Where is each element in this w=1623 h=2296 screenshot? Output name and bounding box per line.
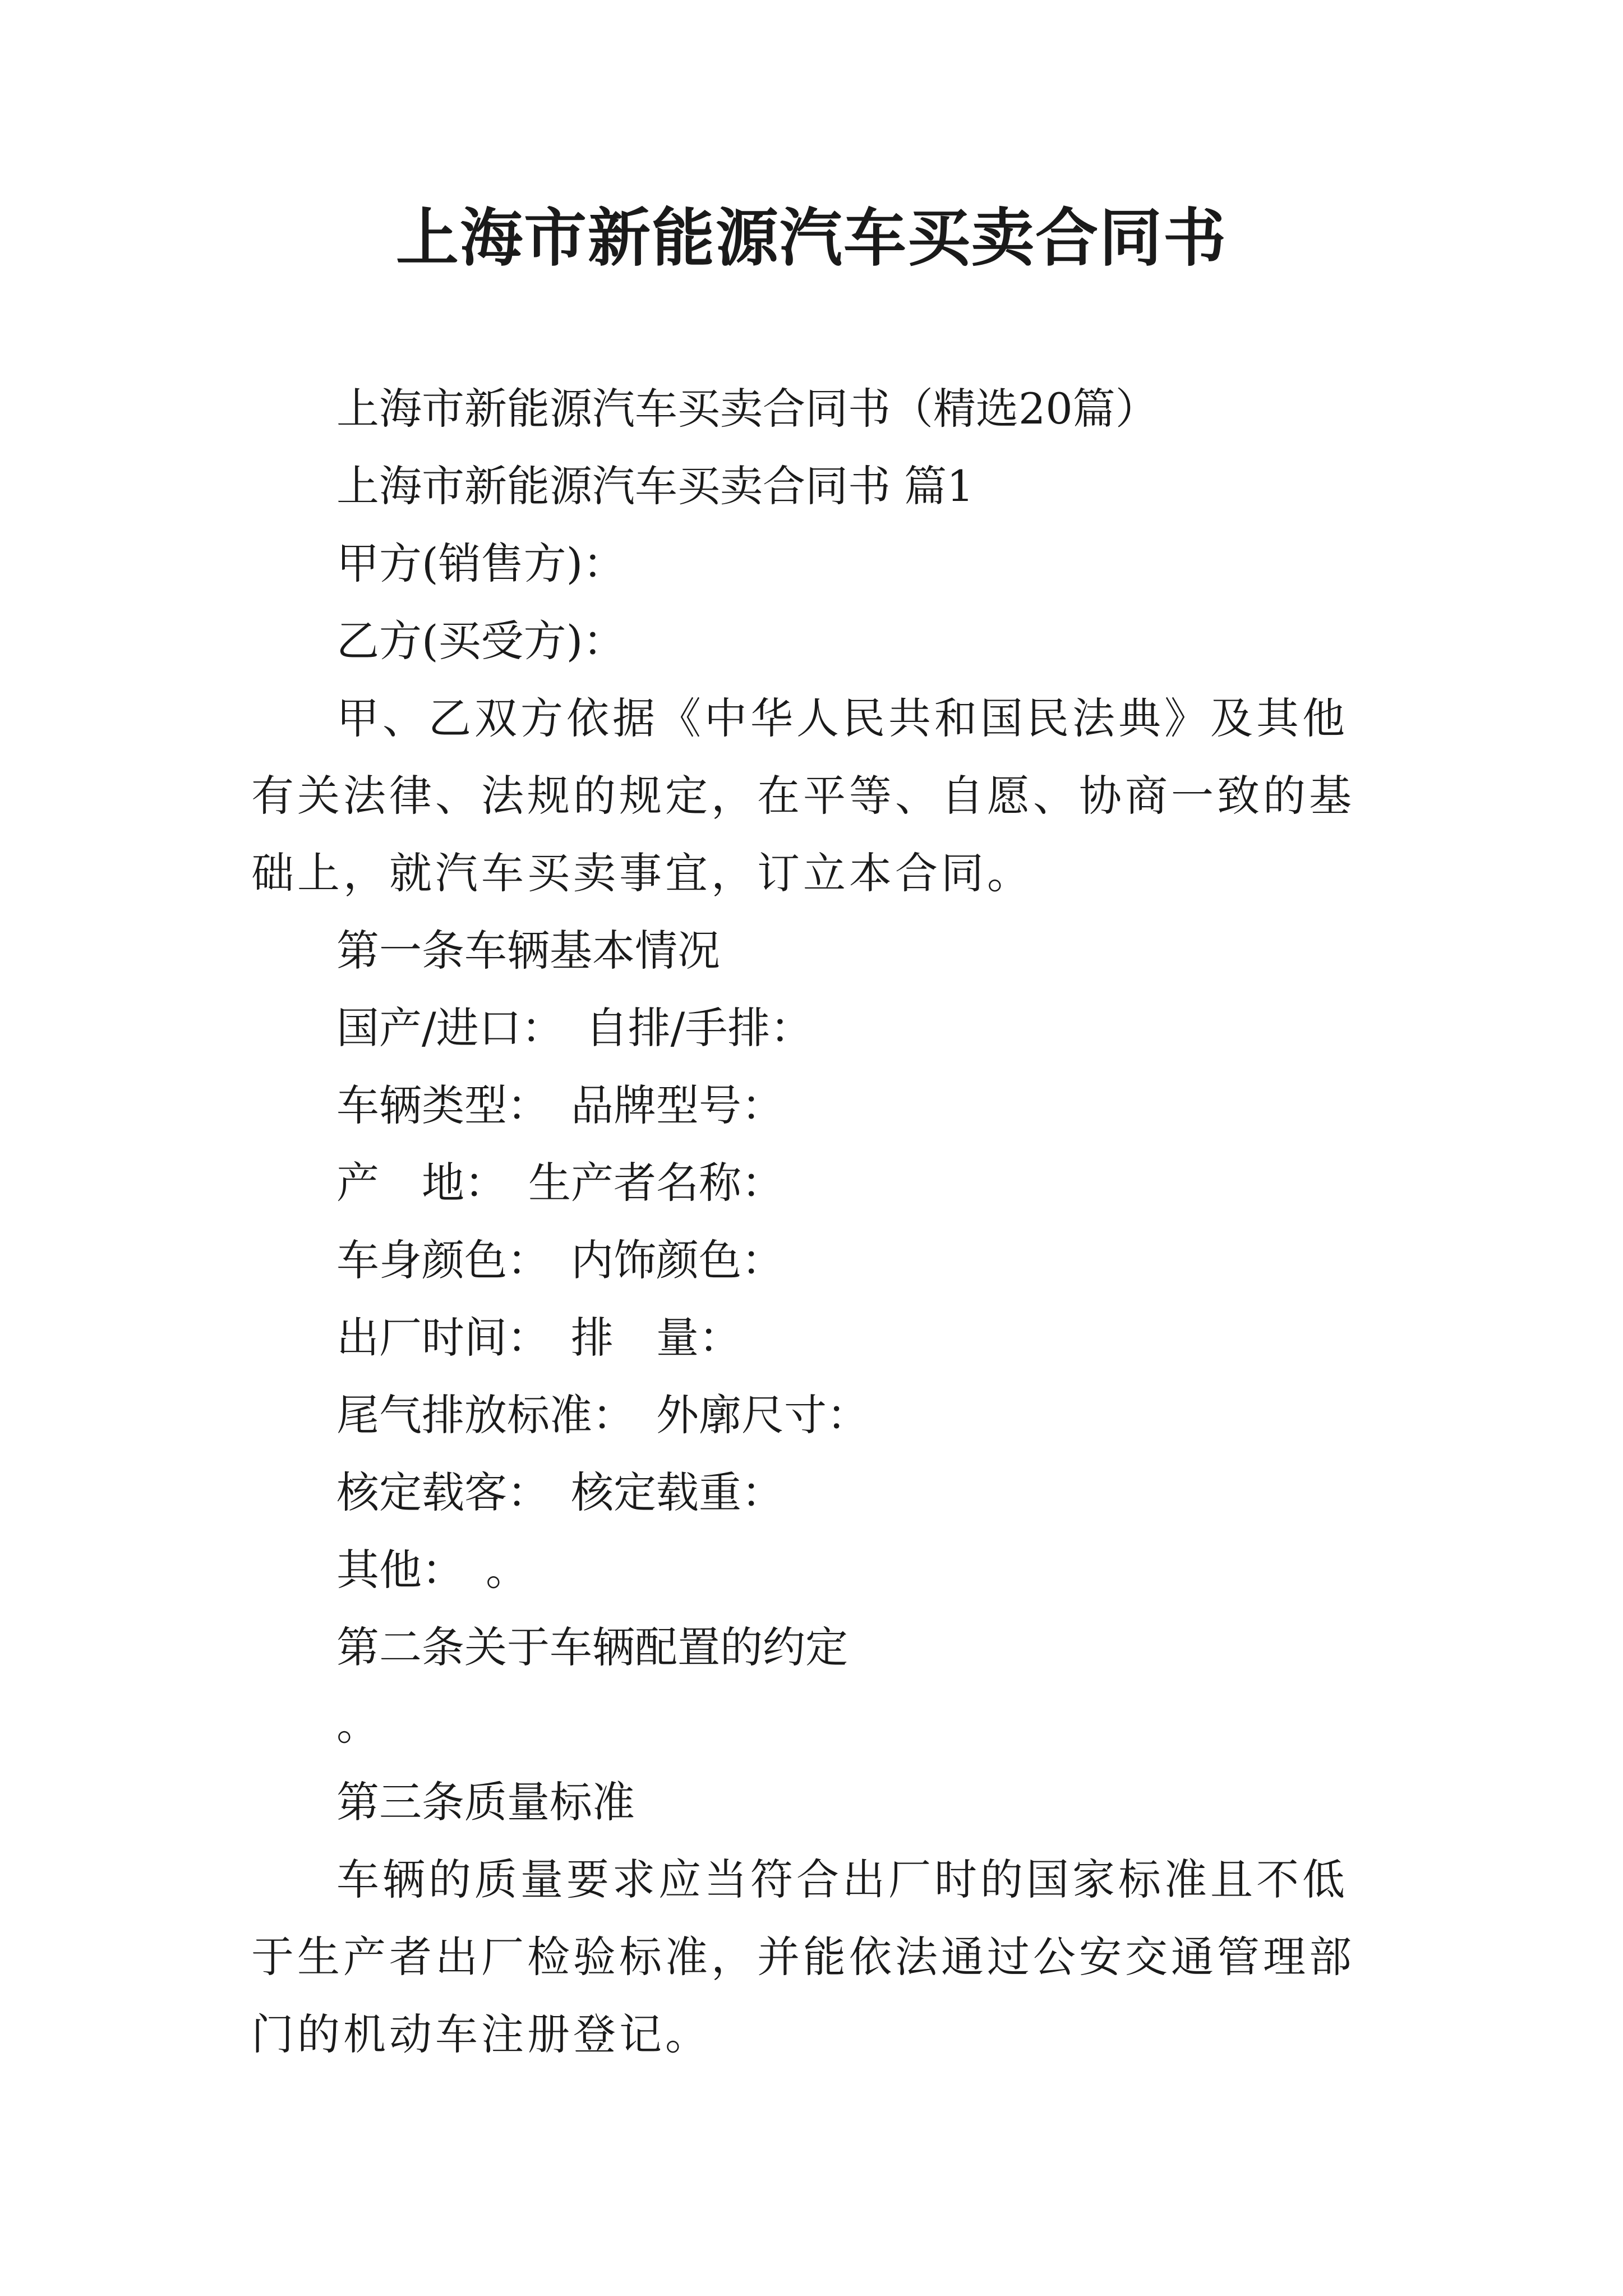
paragraph-party-a: 甲方(销售方)： <box>336 539 626 588</box>
paragraph-other: 其他： 。 <box>336 1545 528 1595</box>
paragraph-production-date: 出厂时间： 排 量： <box>336 1313 741 1363</box>
document-title: 上海市新能源汽车买卖合同书 <box>396 201 1227 275</box>
paragraph-article-2: 第二条关于车辆配置的约定 <box>336 1622 848 1672</box>
paragraph-article-1: 第一条车辆基本情况 <box>336 926 720 976</box>
paragraph-party-b: 乙方(买受方)： <box>336 616 626 666</box>
paragraph-origin-transmission: 国产/进口： 自排/手排： <box>336 1003 813 1053</box>
paragraph-article-2-content: 。 <box>336 1700 379 1750</box>
document-body <box>251 370 1390 2073</box>
paragraph-rated-load: 核定载客： 核定载重： <box>336 1467 784 1517</box>
paragraph-place-of-origin: 产 地： 生产者名称： <box>336 1158 784 1208</box>
paragraph-article-3: 第三条质量标准 <box>336 1777 635 1827</box>
paragraph-quality-requirement: 车辆的质量要求应当符合出厂时的国家标准且不低于生产者出厂检验标准，并能依法通过公安交通管理部门的机动车注册登记。 <box>251 1855 1355 2059</box>
paragraph-colors: 车身颜色： 内饰颜色： <box>336 1235 784 1285</box>
paragraph-emission-standard: 尾气排放标准： 外廓尺寸： <box>336 1390 869 1440</box>
paragraph-subtitle: 上海市新能源汽车买卖合同书（精选20篇） <box>336 384 1158 434</box>
paragraph-section-heading: 上海市新能源汽车买卖合同书 篇1 <box>336 461 974 511</box>
paragraph-preamble: 甲、乙双方依据《中华人民共和国民法典》及其他有关法律、法规的规定，在平等、自愿、协商一致的基础上，就汽车买卖事宜，订立本合同。 <box>251 693 1355 898</box>
paragraph-vehicle-type: 车辆类型： 品牌型号： <box>336 1080 784 1130</box>
